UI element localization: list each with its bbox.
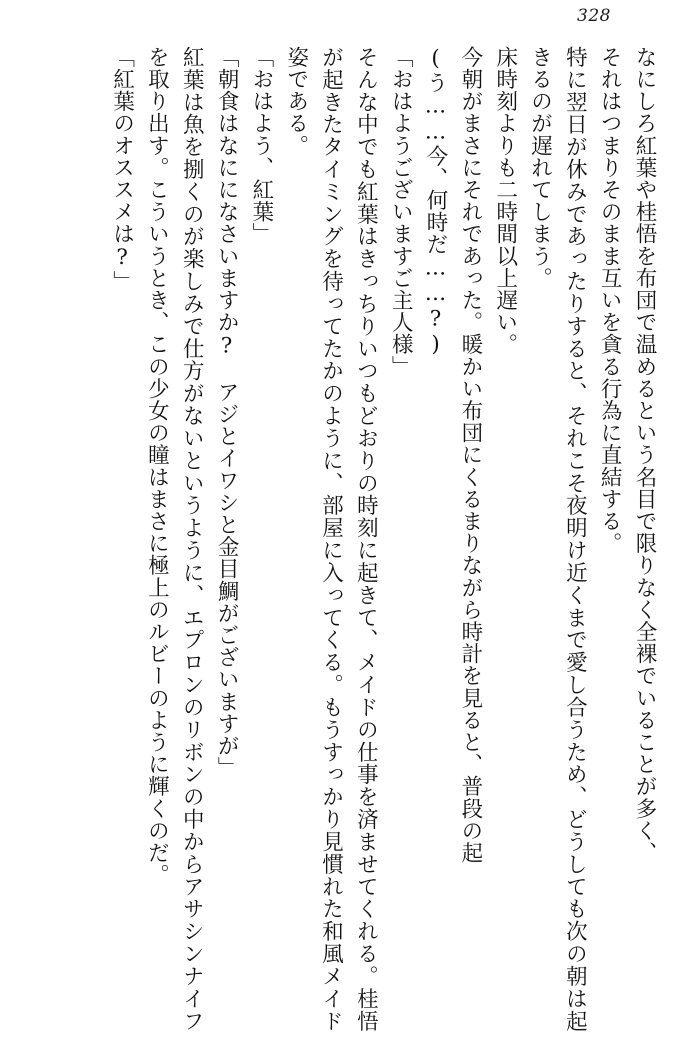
paragraph: 「おはようございますご主人様」 — [388, 46, 414, 378]
paragraph: 「おはよう、紅葉」 — [248, 46, 274, 245]
paragraph: 「紅葉のオススメは?」 — [109, 46, 135, 293]
paragraph: 「朝食はなにになさいますか? アジとイワシと金目鯛がございますが」 — [214, 46, 240, 779]
paragraph: 床時刻よりも二時間以上遅い。 — [492, 46, 518, 356]
paragraph: それはつまりそのまま互いを貪る行為に直結する。 — [597, 46, 623, 555]
paragraph: 特に翌日が休みであったりすると、それこそ夜明け近くまで愛し合うため、どうしても次の朝は起きるのが遅れてしまう。 — [527, 46, 588, 1032]
paragraph: 今朝がまさにそれであった。暖かい布団にくるまりながら時計を見ると、普段の起 — [457, 46, 483, 864]
paragraph: なにしろ紅葉や桂悟を布団で温めるという名目で限りなく全裸でいることが多く、 — [632, 46, 657, 864]
paragraph: 紅葉は魚を捌くのが楽しみで仕方がないというように、エプロンのリボンの中からアサシンナイフを取り出す。こういうとき、この少女の瞳はまさに極上のルビーのように輝くのだ。 — [144, 46, 205, 1032]
paragraph: (う……今、何時だ……?) — [423, 46, 449, 358]
page-number: 328 — [577, 6, 611, 26]
page-text-body — [22, 46, 661, 1032]
paragraph: そんな中でも紅葉はきっちりいつもどおりの時刻に起きて、メイドの仕事を済ませてくれる。桂悟が起きたタイミングを待ってたかのように、部屋に入ってくる。もうすっかり見慣れた和風メイド姿である。 — [283, 46, 379, 1032]
